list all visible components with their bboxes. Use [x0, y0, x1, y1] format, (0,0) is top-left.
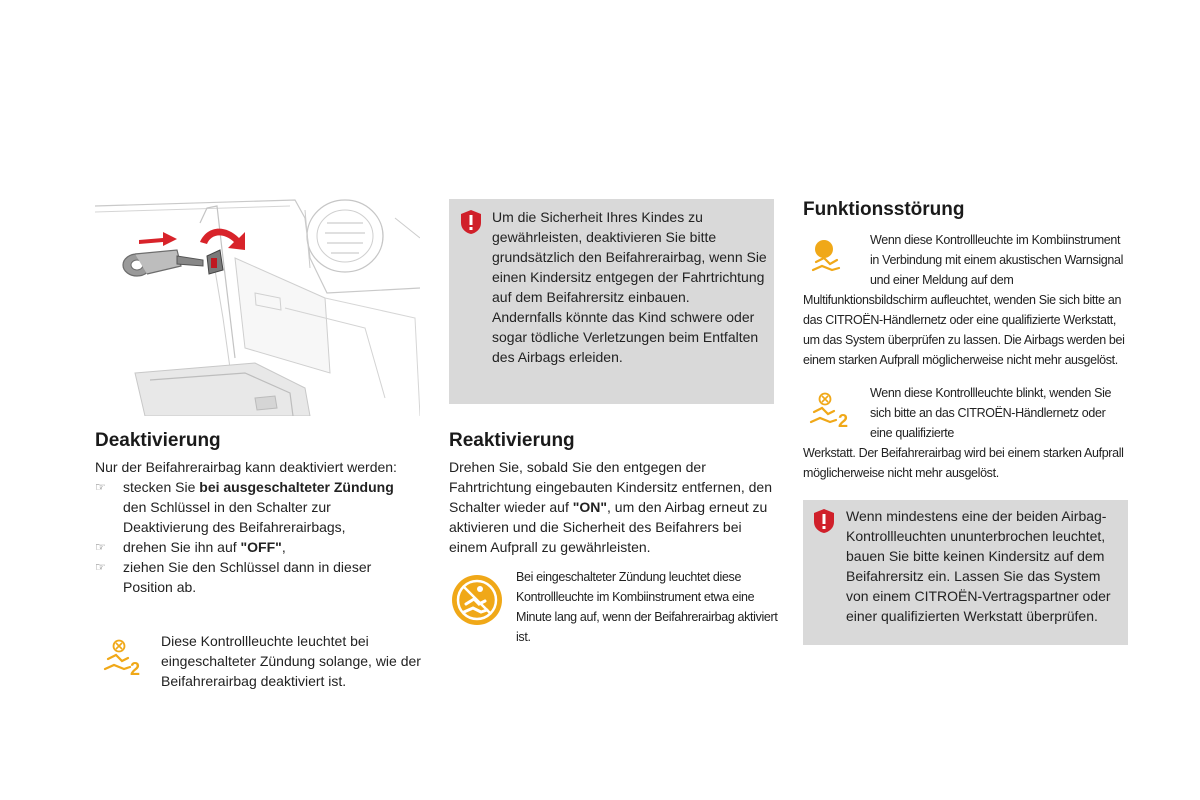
deaktivierung-steps	[95, 477, 420, 597]
airbag-off-indicator-icon	[102, 637, 146, 679]
deaktivierung-lamp-text: Diese Kontrollleuchte leuchtet bei eingeschalteter Zündung solange, wie der Beifahrerairbag deaktiviert ist.	[161, 633, 421, 689]
child-seat-warning-box	[449, 199, 774, 404]
fault-lamp1-continuation: Multifunktionsbildschirm aufleuchtet, wenden Sie sich bitte an das CITROËN-Händlernetz oder eine qualifizierte Werkstatt, um das System überprüfen zu lassen. Die Airbags werden bei einem starken Aufprall möglicherweise nicht mehr ausgelöst.	[803, 293, 1125, 367]
reaktivierung-lamp-text: Bei eingeschalteter Zündung leuchtet diese Kontrollleuchte im Kombiinstrument etwa eine Minute lang auf, wenn der Beifahrerairbag aktiviert ist.	[516, 570, 778, 644]
list-item: ☞ drehen Sie ihn auf "OFF",	[95, 537, 420, 557]
airbag-fault-indicator-icon	[810, 236, 850, 274]
fault-lamp1-text: Wenn diese Kontrollleuchte im Kombiinstrument in Verbindung mit einem akustischen Warnsignal und einer Meldung auf dem	[870, 233, 1124, 287]
section-title-funktionsstoerung: Funktionsstörung	[803, 199, 965, 220]
warning-exclamation-icon	[811, 508, 837, 534]
list-item: ☞ ziehen Sie den Schlüssel dann in dieser Position ab.	[95, 557, 420, 597]
list-item: ☞ stecken Sie bei ausgeschalteter Zündung den Schlüssel in den Schalter zur Deaktivierung des Beifahrerairbags,	[95, 477, 420, 537]
svg-text:2: 2	[130, 659, 141, 679]
fault-lamp2-text: Wenn diese Kontrollleuchte blinkt, wenden Sie sich bitte an das CITROËN-Händlernetz oder eine qualifizierte	[870, 386, 1112, 440]
warning-exclamation-icon	[458, 209, 484, 235]
svg-text:2: 2	[838, 411, 849, 430]
warning-paragraph-2: Andernfalls könnte das Kind schwere oder sogar tödliche Verletzungen beim Entfalten des Airbags erleiden.	[492, 309, 759, 365]
section-title-deaktivierung: Deaktivierung	[95, 430, 221, 451]
glovebox-key-switch-illustration	[95, 198, 420, 416]
dashboard-drawing	[95, 198, 420, 416]
fault-warning-text: Wenn mindestens eine der beiden Airbag-Kontrollleuchten ununterbrochen leuchtet, bauen Sie bitte keinen Kindersitz auf dem Beifahrersitz ein. Lassen Sie das System von einem CITROËN-Vertragspartner oder einer qualifizierten Werkstatt überprüfen.	[846, 508, 1111, 624]
fault-warning-box	[803, 500, 1128, 645]
warning-paragraph-1: Um die Sicherheit Ihres Kindes zu gewährleisten, deaktivieren Sie bitte grundsätzlich den Beifahrerairbag, wenn Sie einen Kindersitz entgegen der Fahrtrichtung auf dem Beifahrersitz einbauen.	[492, 209, 767, 305]
reaktivierung-body: Drehen Sie, sobald Sie den entgegen der Fahrtrichtung eingebauten Kindersitz entfernen, den Schalter wieder auf "ON", um den Airbag erneut zu aktivieren und die Sicherheit des Beifahrers bei einem Aufprall zu gewährleisten.	[449, 459, 772, 555]
airbag-blink-indicator-icon	[808, 390, 854, 430]
section-title-reaktivierung: Reaktivierung	[449, 430, 575, 451]
deaktivierung-body	[95, 457, 420, 597]
airbag-on-indicator-icon	[449, 572, 505, 628]
deaktivierung-intro: Nur der Beifahrerairbag kann deaktiviert werden:	[95, 459, 397, 475]
fault-lamp2-continuation: Werkstatt. Der Beifahrerairbag wird bei einem starken Aufprall möglicherweise nicht mehr ausgelöst.	[803, 446, 1124, 480]
